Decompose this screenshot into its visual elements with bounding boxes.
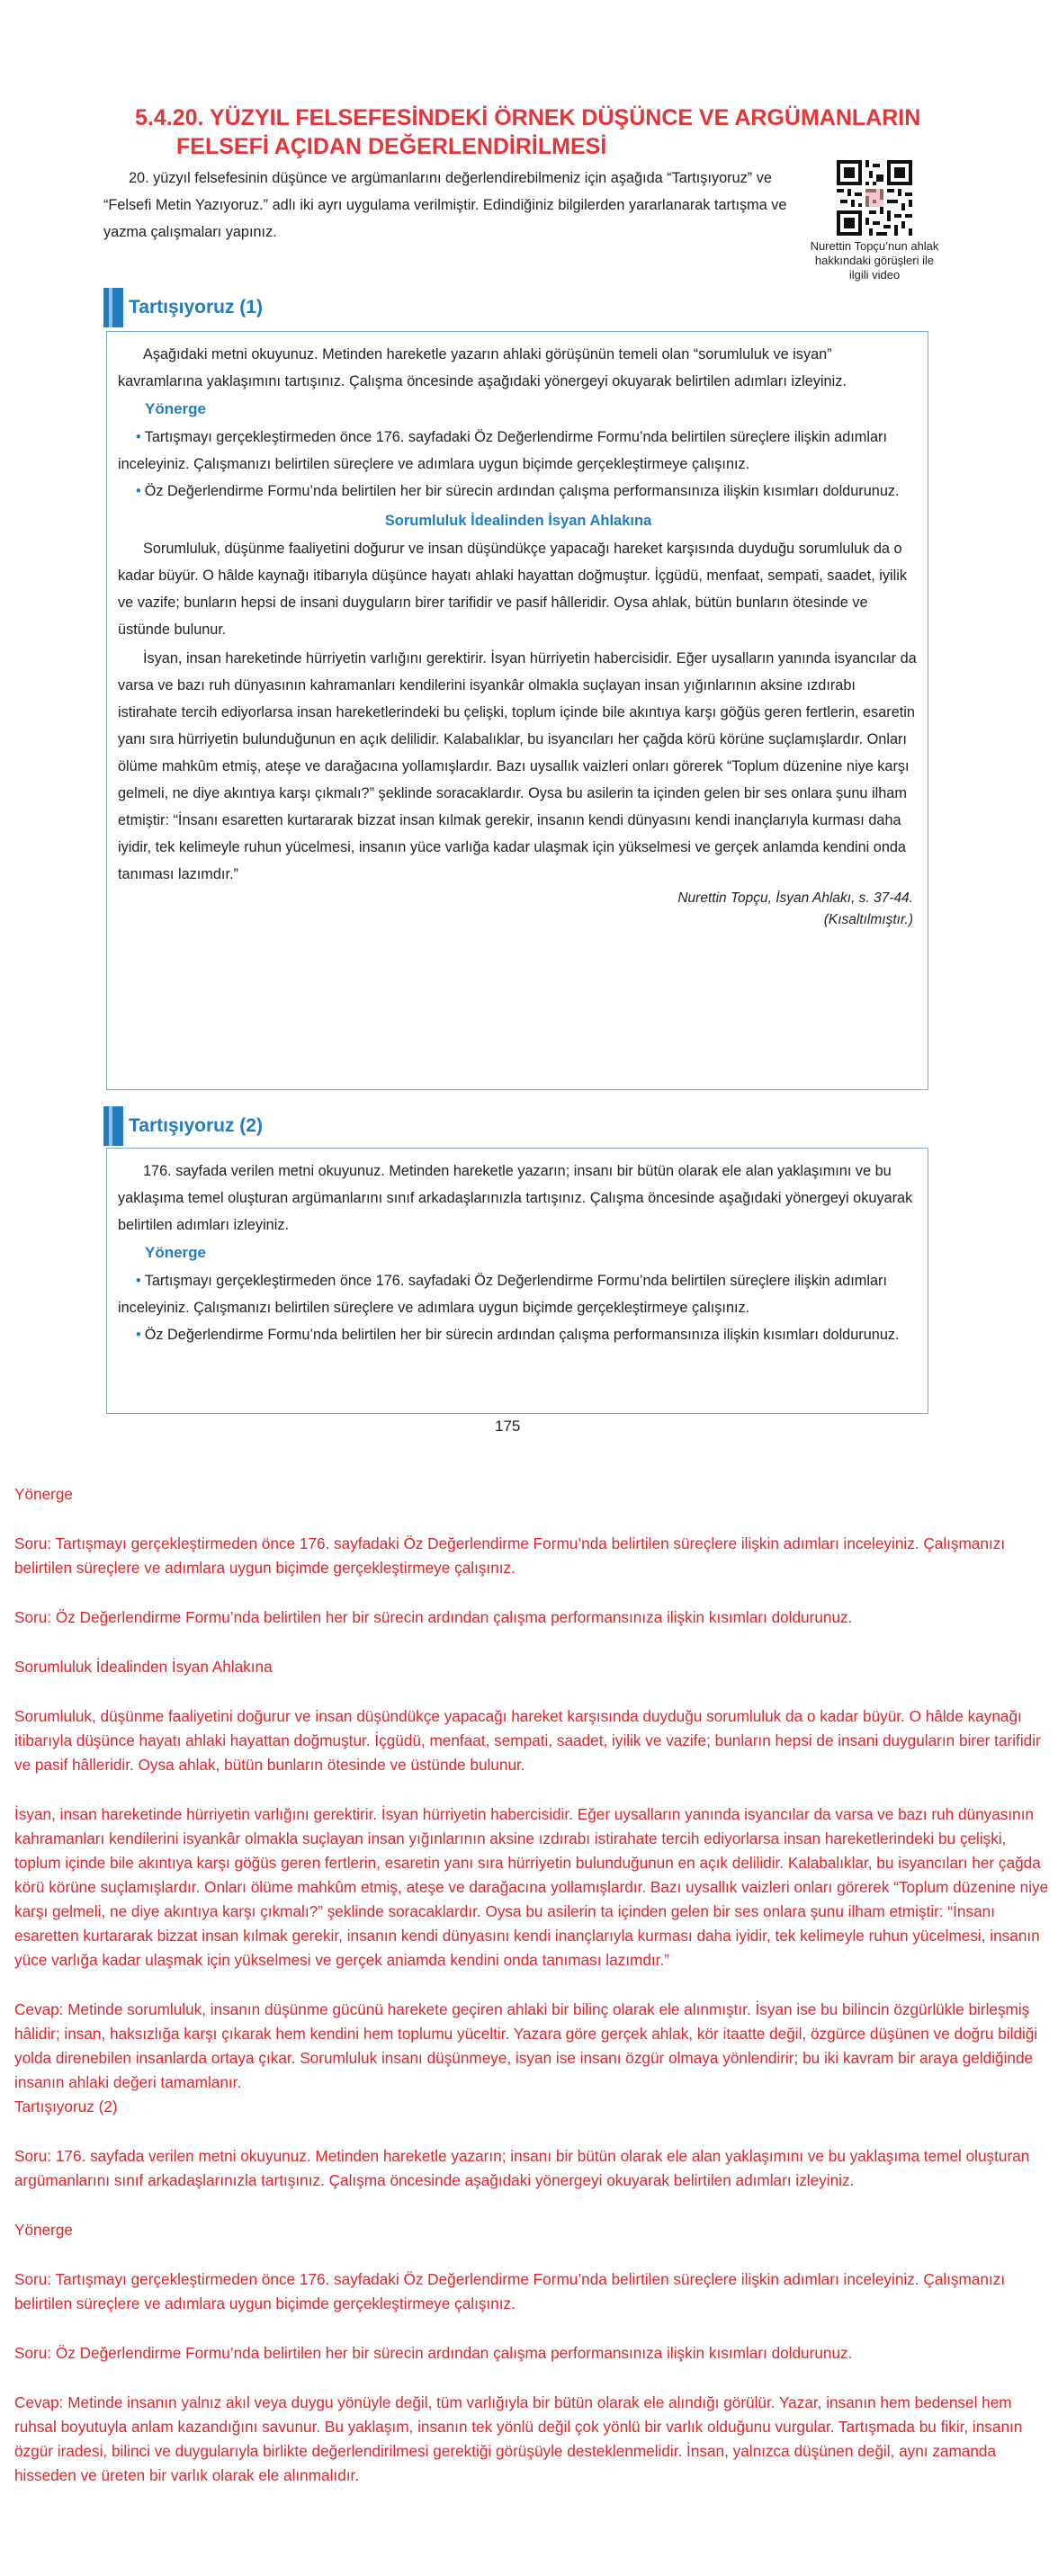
citation-note: (Kısaltılmıştır.) — [823, 912, 913, 927]
bullet-icon: • — [136, 1273, 141, 1289]
section1-instruction: Aşağıdaki metni okuyunuz. Metinden hareketle yazarın ahlaki görüşünün temeli olan “sorumluluk ve isyan” kavramlarına yaklaşımını tartışınız. Çalışma öncesinde aşağıdaki yönergeyi okuyarak belirtilen adımları izleyiniz. — [118, 346, 847, 389]
heading-bar-icon — [103, 288, 123, 327]
section2-bullet2-text: Öz Değerlendirme Formu’nda belirtilen her bir sürecin ardından çalışma performansınıza ilişkin kısımları doldurunuz. — [144, 1327, 900, 1343]
qr-code-icon[interactable] — [837, 160, 912, 236]
section1-heading — [103, 290, 263, 326]
answer-response-2: Cevap: Metinde insanın yalnız akıl veya duygu yönüyle değil, tüm varlığıyla bir bütün olarak ele alındığı görülür. Yazar, insanın hem bedensel hem ruhsal boyutuyla anlam kazandığını savunur. Bu yaklaşım, insanın tek yönlü değil çok yönlü bir varlık olduğunu vurgular. Tartışmada bu fikir, insanın özgür iradesi, bilinci ve duygularıyla birlikte değerlendirilmesi gerektiği görüşüyle desteklenmelidir. İnsan, yalnızca düşünen değil, aynı zamanda hisseden ve üreten bir varlık olarak ele alınmalıdır. — [14, 2393, 1023, 2484]
answer-question-2: Soru: Öz Değerlendirme Formu’nda belirtilen her bir sürecin ardından çalışma performansınıza ilişkin kısımları doldurunuz. — [14, 1608, 853, 1626]
page-title-line1: 5.4.20. YÜZYIL FELSEFESİNDEKİ ÖRNEK DÜŞÜNCE VE ARGÜMANLARIN — [135, 105, 921, 130]
qr-caption: Nurettin Topçu’nun ahlak hakkındaki görüşleri ile ilgili video — [810, 239, 939, 282]
bullet-icon: • — [136, 1327, 141, 1343]
section2-heading — [103, 1108, 263, 1144]
section2-heading-label: Tartışıyoruz (2) — [129, 1115, 263, 1136]
section2-bullet2 — [118, 1321, 919, 1348]
answer-yonerge-2: Yönerge — [14, 2221, 73, 2239]
answer-reading-para1: Sorumluluk, düşünme faaliyetini doğurur ve insan düşündükçe yapacağı hareket karşısında duyduğu sorumluluk da o kadar büyür. O hâlde kaynağı itibarıyla düşünce hayatı ahlaki hayattan doğmuştur. İçgüdü, menfaat, sempati, saadet, iyilik ve vazife; bunların hepsi de insani duyguların birer tarifidir ve pasif hâlleridir. Oysa ahlak, bütün bunların ötesinde ve üstünde bulunur. — [14, 1707, 1041, 1774]
answer-question-1: Soru: Tartışmayı gerçekleştirmeden önce 176. sayfadaki Öz Değerlendirme Formu’nda belirtilen süreçlere ilişkin adımları inceleyiniz. Çalışmanızı belirtilen süreçlere ve adımlara uygun biçimde gerçekleştirmeye çalışınız. — [14, 1534, 1006, 1577]
answer-yonerge-1: Yönerge — [14, 1485, 73, 1503]
answer-section2-heading: Tartışıyoruz (2) — [14, 2097, 118, 2115]
page-title — [135, 103, 945, 161]
section1-bullet1-text: Tartışmayı gerçekleştirmeden önce 176. sayfadaki Öz Değerlendirme Formu’nda belirtilen süreçlere ilişkin adımları inceleyiniz. Çalışmanızı belirtilen süreçlere ve adımlara uygun biçimde gerçekleştirmeye çalışınız. — [118, 429, 887, 472]
section1-heading-label: Tartışıyoruz (1) — [129, 297, 263, 318]
answer-question-3: Soru: 176. sayfada verilen metni okuyunuz. Metinden hareketle yazarın; insanı bir bütün olarak ele alan yaklaşımını ve bu yaklaşıma temel oluşturan argümanlarını sınıf arkadaşlarınızla tartışınız. Çalışma öncesinde aşağıdaki yönergeyi okuyarak belirtilen adımları izleyiniz. — [14, 2147, 1030, 2189]
answer-question-4: Soru: Tartışmayı gerçekleştirmeden önce 176. sayfadaki Öz Değerlendirme Formu’nda belirtilen süreçlere ilişkin adımları inceleyiniz. Çalışmanızı belirtilen süreçlere ve adımlara uygun biçimde gerçekleştirmeye çalışınız. — [14, 2270, 1006, 2312]
citation-source: Nurettin Topçu, İsyan Ahlakı, s. 37-44. — [677, 890, 913, 906]
reading-title: Sorumluluk İdealinden İsyan Ahlakına — [384, 513, 652, 529]
intro-paragraph: 20. yüzyıl felsefesinin düşünce ve argümanlarını değerlendirebilmeniz için aşağıda “Tartışıyoruz” ve “Felsefi Metin Yazıyoruz.” adlı iki ayrı uygulama verilmiştir. Edindiğiniz bilgilerden yararlanarak tartışma ve yazma çalışmaları yapınız. — [103, 170, 787, 240]
answer-reading-title: Sorumluluk İdealinden İsyan Ahlakına — [14, 1658, 273, 1676]
heading-bar-icon — [103, 1106, 123, 1146]
section1-yonerge-title: Yönerge — [145, 400, 207, 417]
bullet-icon: • — [136, 429, 141, 445]
section1-box — [106, 331, 928, 1090]
section1-bullet1 — [118, 424, 919, 478]
section1-bullet2 — [118, 478, 919, 505]
answer-text-block — [14, 1482, 1049, 2488]
reading-paragraph1: Sorumluluk, düşünme faaliyetini doğurur ve insan düşündükçe yapacağı hareket karşısında duyduğu sorumluluk da o kadar büyür. O hâlde kaynağı itibarıyla düşünce hayatı ahlaki hayattan doğmuştur. İçgüdü, menfaat, sempati, saadet, iyilik ve vazife; bunların hepsi de insani duyguların birer tarifidir ve pasif hâlleridir. Oysa ahlak, bütün bunların ötesinde ve üstünde bulunur. — [118, 541, 907, 638]
answer-response-1: Cevap: Metinde sorumluluk, insanın düşünme gücünü harekete geçiren ahlaki bir bilinç olarak ele alınmıştır. İsyan ise bu bilincin özgürlükle birleşmiş hâlidir; insan, haksızlığa karşı çıkarak hem kendini hem toplumu yüceltir. Yazara göre gerçek ahlak, kör itaatte değil, özgürce düşünen ve doğru bildiği yolda direnebilen insanlarda ortaya çıkar. Sorumluluk insanı düşünmeye, isyan ise insanı özgür olmaya yönlendirir; bu iki kavram bir araya geldiğinde insanın ahlaki değeri tamamlanır. — [14, 2000, 1038, 2091]
section2-instruction: 176. sayfada verilen metni okuyunuz. Metinden hareketle yazarın; insanı bir bütün olarak ele alan yaklaşımını ve bu yaklaşıma temel oluşturan argümanlarını sınıf arkadaşlarınızla tartışınız. Çalışma öncesinde aşağıdaki yönergeyi okuyarak belirtilen adımları izleyiniz. — [118, 1163, 913, 1233]
answer-reading-para2: İsyan, insan hareketinde hürriyetin varlığını gerektirir. İsyan hürriyetin habercisidir. Eğer uysalların yanında isyancılar da varsa ve bazı ruh dünyasının kahramanları kendilerini isyankâr olmakla suçlayan insan yığınlarının aksine ızdırabı istirahate tercih ediyorlarsa insan hareketlerindeki bu çelişki, toplum içinde bile akıntıya karşı göğüs geren fertlerin, esaretin yanı sıra hürriyetin bulunduğunun en açık delilidir. Kalabalıklar, bu isyancıları her çağda körü körüne suçlamışlardır. Onları ölüme mahkûm etmiş, ateşe ve darağacına yollamışlardır. Bazı uysallık vaizleri onları görerek “Toplum düzenine niye karşı gelmeli, ne diye akıntıya karşı çıkmalı?” şeklinde soracaklardır. Oysa bu asilerin ta içinden gelen bir ses onlara şunu ilham etmiştir: “İnsanı esaretten kurtararak bizzat insan kılmak gerekir, insanın kendi dünyasını kendi inançlarıyla kurması daha iyidir, tek kelimeyle ruhun yücelmesi, insanın yüce varlığa kadar ulaşmak için yükselmesi ve gerçek aniamda kendini onda tanıması lazımdır.” — [14, 1805, 1049, 1969]
answer-question-5: Soru: Öz Değerlendirme Formu’nda belirtilen her bir sürecin ardından çalışma performansınıza ilişkin kısımları doldurunuz. — [14, 2344, 853, 2362]
section2-yonerge-title: Yönerge — [145, 1244, 207, 1261]
page-title-line2: FELSEFİ AÇIDAN DEĞERLENDİRİLMESİ — [176, 134, 607, 159]
section2-bullet1 — [118, 1267, 919, 1321]
reading-paragraph2: İsyan, insan hareketinde hürriyetin varlığını gerektirir. İsyan hürriyetin habercisidir. Eğer uysalların yanında isyancılar da varsa ve bazı ruh dünyasının kahramanları kendilerini isyankâr olmakla suçlayan insan yığınlarının aksine ızdırabı istirahate tercih ediyorlarsa insan hareketlerindeki bu çelişki, toplum içinde bile akıntıya karşı göğüs geren fertlerin, esaretin yanı sıra hürriyetin bulunduğunun en açık delilidir. Kalabalıklar, bu isyancıları her çağda körü körüne suçlamışlardır. Onları ölüme mahkûm etmiş, ateşe ve darağacına yollamışlardır. Bazı uysallık vaizleri onları görerek “Toplum düzenine niye karşı gelmeli, ne diye akıntıya karşı çıkmalı?” şeklinde soracaklardır. Oysa bu asilerin ta içinden gelen bir ses onlara şunu ilham etmiştir: “İnsanı esaretten kurtararak bizzat insan kılmak gerekir, insanın kendi dünyasını kendi inançlarıyla kurması daha iyidir, tek kelimeyle ruhun yücelmesi, insanın yüce varlığa kadar ulaşmak için yükselmesi ve gerçek anlamda kendini onda tanıması lazımdır.” — [118, 650, 917, 882]
bullet-icon: • — [136, 483, 141, 499]
section2-box — [106, 1148, 928, 1414]
section1-bullet2-text: Öz Değerlendirme Formu’nda belirtilen her bir sürecin ardından çalışma performansınıza ilişkin kısımları doldurunuz. — [144, 483, 900, 499]
page-number: 175 — [495, 1418, 521, 1435]
section2-bullet1-text: Tartışmayı gerçekleştirmeden önce 176. sayfadaki Öz Değerlendirme Formu’nda belirtilen süreçlere ilişkin adımları inceleyiniz. Çalışmanızı belirtilen süreçlere ve adımlara uygun biçimde gerçekleştirmeye çalışınız. — [118, 1273, 887, 1316]
